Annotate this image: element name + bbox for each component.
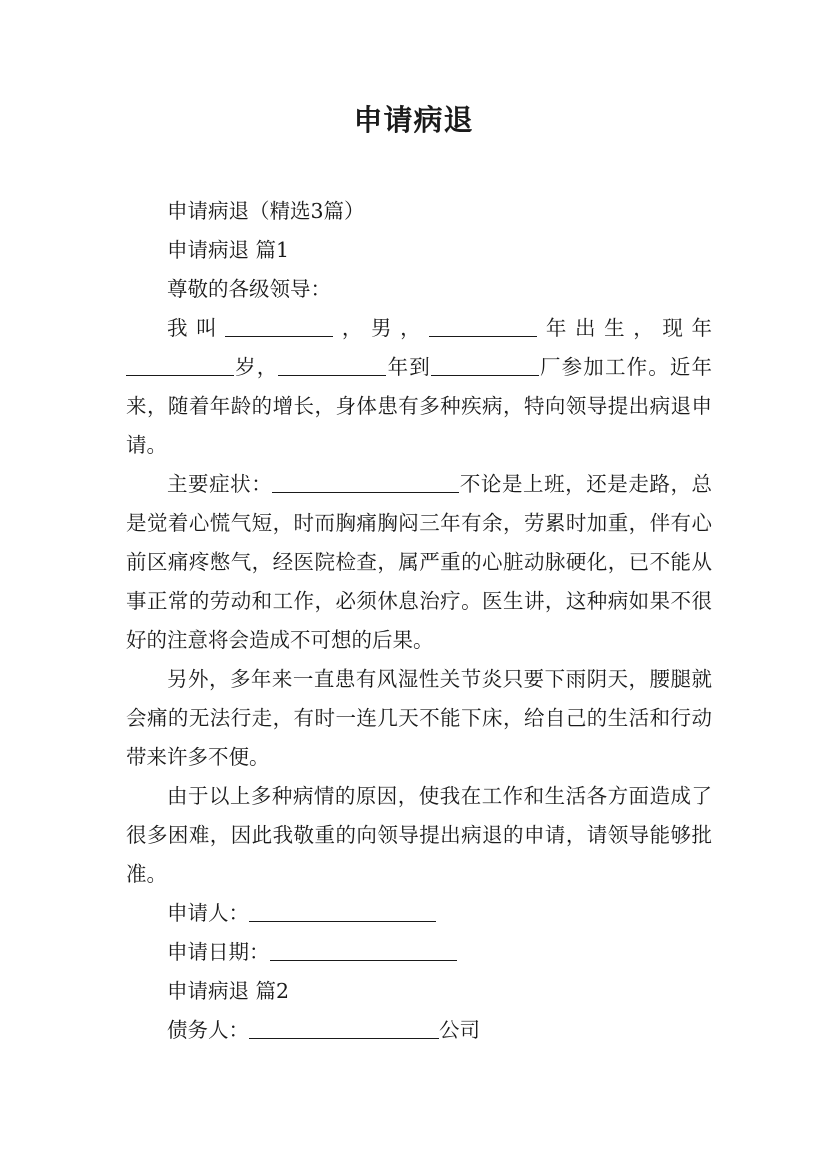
symptoms-blank: [272, 470, 459, 493]
date-blank: [270, 938, 457, 961]
date-label: 申请日期：: [167, 940, 270, 964]
age-blank: [126, 353, 234, 376]
start-year-blank: [278, 353, 386, 376]
document-body: [126, 192, 712, 1050]
birth-text: 年出生，现年: [537, 316, 712, 340]
symptoms-label: 主要症状：: [167, 472, 273, 496]
work-history-text: 厂参加工作。近年来，随着年龄的增长，身体患有多种疾病，特向领导提出病退申请。: [126, 355, 713, 457]
debtor-blank: [249, 1016, 439, 1039]
part2-heading: 申请病退 篇2: [167, 979, 290, 1003]
symptoms-text: 不论是上班，还是走路，总是觉着心慌气短，时而胸痛胸闷三年有余，劳累时加重，伴有心前区痛疼憋气，经医院检查，属严重的心脏动脉硬化，已不能从事正常的劳动和工作，必须休息治疗。医生讲，这种病如果不很好的注意将会造成不可想的后果。: [126, 472, 713, 652]
start-year-text: 年到: [386, 355, 431, 379]
debtor-suffix: 公司: [439, 1018, 480, 1042]
request-paragraph: 由于以上多种病情的原因，使我在工作和生活各方面造成了很多困难，因此我敬重的向领导提出病退的申请，请领导能够批准。: [126, 784, 712, 886]
debtor-label: 债务人：: [167, 1018, 249, 1042]
birth-year-blank: [429, 314, 537, 337]
date-line: [126, 933, 712, 972]
applicant-blank: [249, 899, 436, 922]
name-prefix: 我叫: [167, 316, 226, 340]
rheumatism-paragraph: 另外，多年来一直患有风湿性关节炎只要下雨阴天，腰腿就会痛的无法行走，有时一连几天不能下床，给自己的生活和行动带来许多不便。: [126, 667, 712, 769]
part1-heading: 申请病退 篇1: [167, 238, 290, 262]
debtor-line: [126, 1011, 712, 1050]
applicant-label: 申请人：: [167, 901, 249, 925]
factory-blank: [431, 353, 539, 376]
name-blank: [225, 314, 333, 337]
gender-text: ，男，: [333, 316, 430, 340]
personal-info-paragraph: [126, 309, 712, 465]
age-text: 岁，: [234, 355, 279, 379]
salutation: 尊敬的各级领导：: [167, 277, 331, 301]
document-title: 申请病退: [353, 103, 474, 137]
symptoms-paragraph: [126, 465, 712, 660]
applicant-line: [126, 894, 712, 933]
intro-line: 申请病退（精选3篇）: [167, 199, 365, 223]
